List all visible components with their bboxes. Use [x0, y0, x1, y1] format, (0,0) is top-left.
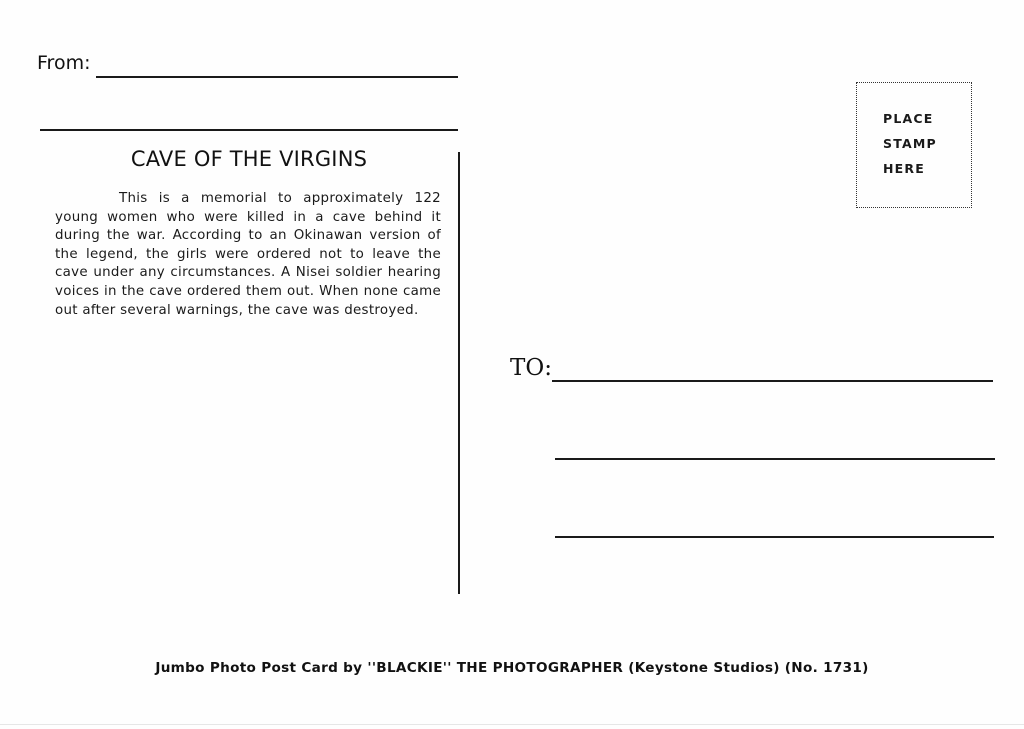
to-address-line-2	[555, 458, 995, 460]
from-address-line-1	[96, 76, 458, 78]
to-address-line-1	[552, 380, 993, 382]
stamp-text-stamp: STAMP	[883, 136, 937, 151]
stamp-box	[856, 82, 972, 208]
stamp-text-here: HERE	[883, 161, 925, 176]
message-title: CAVE OF THE VIRGINS	[130, 147, 368, 171]
to-address-line-3	[555, 536, 994, 538]
message-body: This is a memorial to approximately 122 young women who were killed in a cave behind it during the war. According to an Okinawan version of the legend, the girls were ordered not to leave the cave under any circumstances. A Nisei soldier hearing voices in the cave ordered them out. When none came out after several warnings, the cave was destroyed.	[55, 191, 441, 318]
card-bottom-edge	[0, 724, 1024, 725]
center-divider	[458, 152, 460, 594]
stamp-text-place: PLACE	[883, 111, 934, 126]
to-label: TO:	[510, 355, 552, 381]
from-address-line-2	[40, 129, 458, 131]
from-label: From:	[37, 52, 91, 74]
publisher-credit: Jumbo Photo Post Card by ''BLACKIE'' THE PHOTOGRAPHER (Keystone Studios) (No. 1731)	[155, 660, 869, 676]
